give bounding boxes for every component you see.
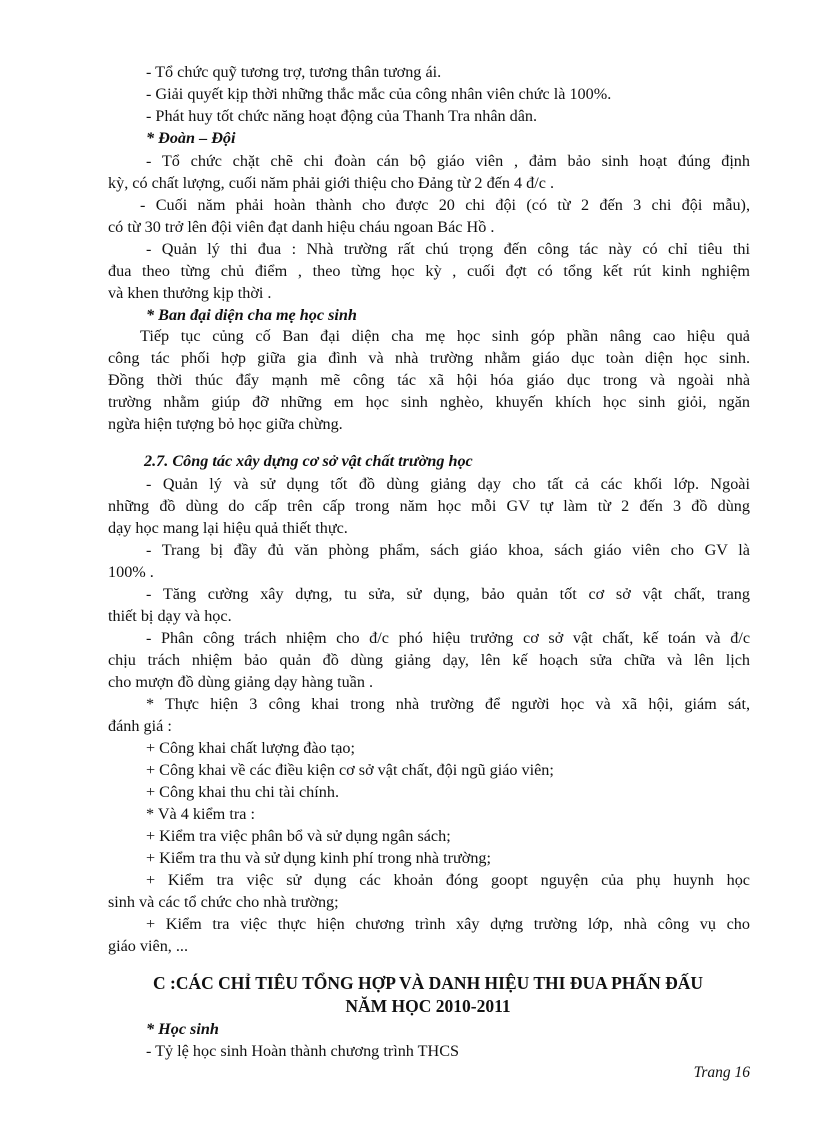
section-heading: * Ban đại diện cha mẹ học sinh xyxy=(146,306,357,324)
text-line: * Và 4 kiểm tra : xyxy=(146,805,255,823)
chapter-heading: C :CÁC CHỈ TIÊU TỔNG HỢP VÀ DANH HIỆU THI ĐUA PHẤN ĐẤU xyxy=(152,973,704,993)
text-line: ngừa hiện tượng bỏ học giữa chừng. xyxy=(108,415,343,433)
text-line: - Tổ chức chặt chẽ chi đoàn cán bộ giáo viên , đảm bảo sinh hoạt đúng định xyxy=(146,152,750,170)
text-line: đua theo từng chủ điểm , theo từng học kỳ , cuối đợt có tổng kết rút kinh nghiệm xyxy=(108,262,750,280)
text-line: cho mượn đồ dùng giảng dạy hàng tuần . xyxy=(108,673,374,691)
section-heading: * Đoàn – Đội xyxy=(146,129,236,147)
text-line: - Phát huy tốt chức năng hoạt động của Thanh Tra nhân dân. xyxy=(146,107,538,125)
text-line: + Kiểm tra việc thực hiện chương trình xây dựng trường lớp, nhà công vụ cho xyxy=(146,915,750,933)
text-line: và khen thưởng kịp thời . xyxy=(108,284,272,302)
text-line: sinh và các tổ chức cho nhà trường; xyxy=(108,893,339,911)
text-line: - Tổ chức quỹ tương trợ, tương thân tương ái. xyxy=(146,63,442,81)
text-line: những đồ dùng do cấp trên cấp trong năm học mỗi GV tự làm từ 2 đến 3 đồ dùng xyxy=(108,497,750,515)
text-line: - Giải quyết kịp thời những thắc mắc của công nhân viên chức là 100%. xyxy=(146,85,612,103)
text-line: Tiếp tục củng cố Ban đại diện cha mẹ học sinh góp phần nâng cao hiệu quả xyxy=(140,327,750,345)
text-line: - Quản lý thi đua : Nhà trường rất chú trọng đến công tác này có chỉ tiêu thi xyxy=(146,240,750,258)
text-line: - Tăng cường xây dựng, tu sửa, sử dụng, bảo quản tốt cơ sở vật chất, trang xyxy=(146,585,750,603)
text-line: + Kiểm tra việc phân bổ và sử dụng ngân sách; xyxy=(146,827,451,845)
text-line: * Thực hiện 3 công khai trong nhà trường để người học và xã hội, giám sát, xyxy=(146,695,750,713)
text-line: Đồng thời thúc đẩy mạnh mẽ công tác xã hội hóa giáo dục trong và ngoài nhà xyxy=(108,371,750,389)
section-heading: * Học sinh xyxy=(146,1020,219,1038)
page-number: Trang 16 xyxy=(693,1064,750,1081)
text-line: trường nhằm giúp đỡ những em học sinh nghèo, khuyến khích học sinh giỏi, ngăn xyxy=(108,393,750,411)
text-line: đánh giá : xyxy=(108,717,172,735)
text-line: kỳ, có chất lượng, cuối năm phải giới thiệu cho Đảng từ 2 đến 4 đ/c . xyxy=(108,174,555,192)
text-line: giáo viên, ... xyxy=(108,937,189,955)
text-line: - Quản lý và sử dụng tốt đồ dùng giảng dạy cho tất cả các khối lớp. Ngoài xyxy=(146,475,750,493)
text-line: có từ 30 trở lên đội viên đạt danh hiệu cháu ngoan Bác Hồ . xyxy=(108,218,495,236)
text-line: chịu trách nhiệm bảo quản đồ dùng giảng dạy, lên kế hoạch sửa chữa và lên lịch xyxy=(108,651,750,669)
text-line: 100% . xyxy=(108,563,154,581)
text-line: + Công khai thu chi tài chính. xyxy=(146,783,340,801)
text-line: - Phân công trách nhiệm cho đ/c phó hiệu trưởng cơ sở vật chất, kế toán và đ/c xyxy=(146,629,750,647)
text-line: + Công khai về các điều kiện cơ sở vật chất, đội ngũ giáo viên; xyxy=(146,761,554,779)
chapter-heading: NĂM HỌC 2010-2011 xyxy=(345,996,511,1016)
section-heading: 2.7. Công tác xây dựng cơ sở vật chất trường học xyxy=(144,452,473,470)
text-line: - Cuối năm phải hoàn thành cho được 20 chi đội (có từ 2 đến 3 chi đội mẫu), xyxy=(140,196,750,214)
text-line: + Kiểm tra thu và sử dụng kinh phí trong nhà trường; xyxy=(146,849,492,867)
text-line: + Kiểm tra việc sử dụng các khoản đóng goopt nguyện của phụ huynh học xyxy=(146,871,750,889)
text-line: - Trang bị đầy đủ văn phòng phẩm, sách giáo khoa, sách giáo viên cho GV là xyxy=(146,541,750,559)
text-line: + Công khai chất lượng đào tạo; xyxy=(146,739,355,757)
text-line: công tác phối hợp giữa gia đình và nhà trường nhằm giáo dục toàn diện học sinh. xyxy=(108,349,750,367)
text-line: - Tỷ lệ học sinh Hoàn thành chương trình THCS xyxy=(146,1042,460,1060)
text-line: dạy học mang lại hiệu quả thiết thực. xyxy=(108,519,348,537)
text-line: thiết bị dạy và học. xyxy=(108,607,232,625)
